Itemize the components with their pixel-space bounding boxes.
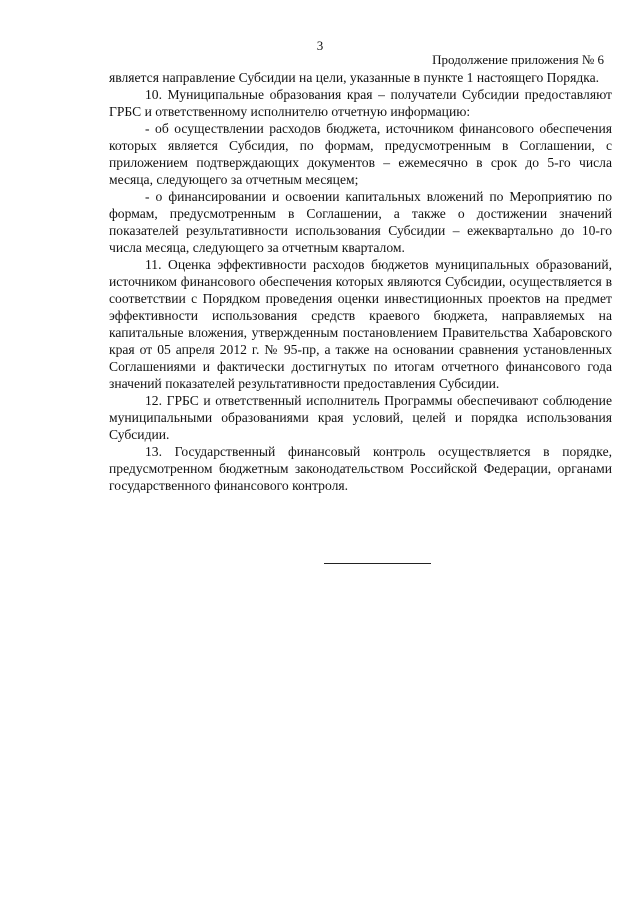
- paragraph-item-10-expenses: - об осуществлении расходов бюджета, источником финансового обеспечения которых является Субсидия, по формам, предусмотренным в Соглашении, с приложением подтверждающих документов – ежемесячно в срок до 5-го числа месяца, следующего за отчетным месяцем;: [109, 121, 612, 187]
- paragraph-item-10-investments: - о финансировании и освоении капитальных вложений по Мероприятию по формам, предусмотренным в Соглашении, а также о достижении значений показателей результативности использования Субсидии – ежеквартально до 10-го числа месяца, следующего за отчетным кварталом.: [109, 189, 612, 255]
- paragraph-item-11: 11. Оценка эффективности расходов бюджетов муниципальных образований, источником финансового обеспечения которых являются Субсидии, осуществляется в соответствии с Порядком проведения оценки инвестиционных проектов на предмет эффективности использования средств краевого бюджета, направляемых на капитальные вложения, утвержденным постановлением Правительства Хабаровского края от 05 апреля 2012 г. № 95-пр, а также на основании сравнения установленных Соглашениями и фактически достигнутых по итогам отчетного финансового года значений показателей результативности предоставления Субсидии.: [109, 257, 612, 391]
- paragraph-item-12: 12. ГРБС и ответственный исполнитель Программы обеспечивают соблюдение муниципальными образованиями края условий, целей и порядка использования Субсидии.: [109, 393, 612, 442]
- paragraph-item-10: 10. Муниципальные образования края – получатели Субсидии предоставляют ГРБС и ответственному исполнителю отчетную информацию:: [109, 87, 612, 119]
- page-number: 3: [316, 38, 324, 53]
- paragraph-item-13: 13. Государственный финансовый контроль осуществляется в порядке, предусмотренном бюджетным законодательством Российской Федерации, органами государственного финансового контроля.: [109, 444, 612, 493]
- paragraph-carryover: является направление Субсидии на цели, указанные в пункте 1 настоящего Порядка.: [109, 70, 600, 85]
- document-body: [109, 69, 612, 494]
- end-divider-line: [324, 563, 431, 564]
- appendix-continuation-label: Продолжение приложения № 6: [432, 52, 604, 67]
